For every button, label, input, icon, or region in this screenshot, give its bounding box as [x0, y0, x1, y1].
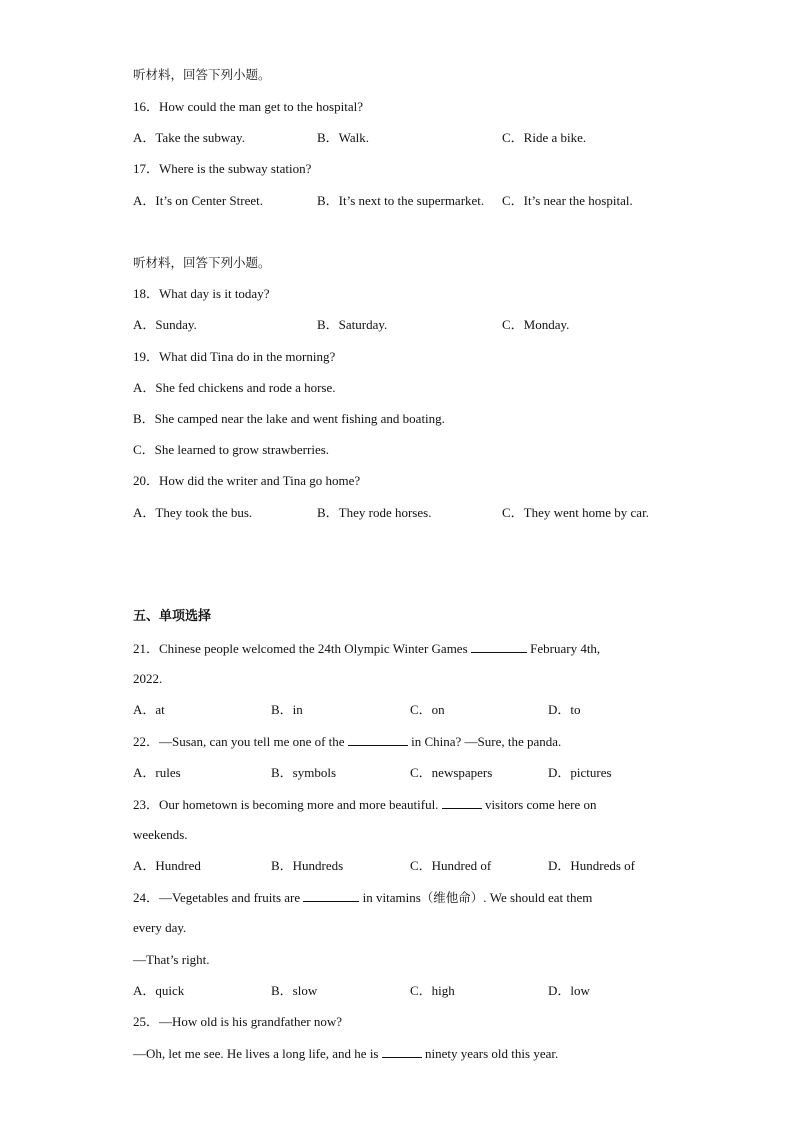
question-21-option-a[interactable]: A．at	[133, 702, 165, 717]
question-21-stem-before: 21．Chinese people welcomed the 24th Olympic Winter Games	[133, 641, 468, 656]
question-25-blank	[382, 1045, 422, 1058]
question-22-option-c[interactable]: C．newspapers	[410, 765, 493, 780]
question-24-stem-line2: every day.	[133, 920, 187, 935]
question-24-option-d[interactable]: D．low	[548, 983, 590, 998]
question-19-option-c[interactable]: C．She learned to grow strawberries.	[133, 442, 330, 457]
question-23-stem-before: 23．Our hometown is becoming more and more beautiful.	[133, 797, 439, 812]
question-21-blank	[471, 640, 527, 653]
question-21-stem-line2: 2022.	[133, 671, 163, 686]
question-19-stem: 19．What did Tina do in the morning?	[133, 349, 336, 364]
question-22-option-d[interactable]: D．pictures	[548, 765, 612, 780]
question-16-stem: 16．How could the man get to the hospital?	[133, 99, 363, 114]
question-21-option-c[interactable]: C．on	[410, 702, 445, 717]
question-18-option-c[interactable]: C．Monday.	[502, 317, 570, 332]
question-24-option-b[interactable]: B．slow	[271, 983, 318, 998]
question-23-option-b[interactable]: B．Hundreds	[271, 858, 344, 873]
question-19-option-b[interactable]: B．She camped near the lake and went fishing and boating.	[133, 411, 445, 426]
question-20-option-b[interactable]: B．They rode horses.	[317, 505, 432, 520]
question-25-reply-after: ninety years old this year.	[425, 1046, 559, 1061]
question-16-option-c[interactable]: C．Ride a bike.	[502, 130, 587, 145]
question-24-stem	[133, 889, 592, 906]
question-25-reply	[133, 1045, 558, 1062]
question-25-stem: 25．—How old is his grandfather now?	[133, 1014, 343, 1029]
question-24-blank	[303, 889, 359, 902]
question-24-reply: —That’s right.	[133, 952, 210, 967]
question-22-stem-before: 22．—Susan, can you tell me one of the	[133, 734, 345, 749]
question-17-option-a[interactable]: A．It’s on Center Street.	[133, 193, 263, 208]
question-24-stem-after: . We should eat them	[483, 890, 593, 905]
question-24-stem-before: 24．—Vegetables and fruits are	[133, 890, 301, 905]
question-22-option-b[interactable]: B．symbols	[271, 765, 337, 780]
question-23-stem-line2: weekends.	[133, 827, 188, 842]
question-20-option-a[interactable]: A．They took the bus.	[133, 505, 253, 520]
question-21-stem	[133, 640, 600, 657]
question-24-stem-cjk: （维他命）	[420, 890, 484, 905]
question-22-option-a[interactable]: A．rules	[133, 765, 181, 780]
question-23-blank	[442, 796, 482, 809]
question-23-option-a[interactable]: A．Hundred	[133, 858, 201, 873]
question-23-stem	[133, 796, 597, 813]
question-22-blank	[348, 733, 408, 746]
question-19-option-a[interactable]: A．She fed chickens and rode a horse.	[133, 380, 336, 395]
question-22-stem	[133, 733, 561, 750]
question-23-option-d[interactable]: D．Hundreds of	[548, 858, 636, 873]
question-21-option-d[interactable]: D．to	[548, 702, 581, 717]
question-20-stem: 20．How did the writer and Tina go home?	[133, 473, 361, 488]
question-17-stem: 17．Where is the subway station?	[133, 161, 312, 176]
question-24-stem-mid: in vitamins	[362, 890, 421, 905]
question-16-option-a[interactable]: A．Take the subway.	[133, 130, 245, 145]
question-24-option-c[interactable]: C．high	[410, 983, 455, 998]
question-25-reply-before: —Oh, let me see. He lives a long life, and he is	[133, 1046, 379, 1061]
question-23-stem-after: visitors come here on	[484, 797, 597, 812]
question-24-option-a[interactable]: A．quick	[133, 983, 185, 998]
listening-instruction-1: 听材料，回答下列小题。	[133, 67, 271, 82]
question-16-option-b[interactable]: B．Walk.	[317, 130, 370, 145]
question-18-option-b[interactable]: B．Saturday.	[317, 317, 388, 332]
question-17-option-c[interactable]: C．It’s near the hospital.	[502, 193, 633, 208]
question-21-option-b[interactable]: B．in	[271, 702, 303, 717]
question-22-stem-after: in China? —Sure, the panda.	[411, 734, 562, 749]
question-18-option-a[interactable]: A．Sunday.	[133, 317, 197, 332]
question-23-option-c[interactable]: C．Hundred of	[410, 858, 492, 873]
listening-instruction-2: 听材料，回答下列小题。	[133, 255, 271, 270]
question-17-option-b[interactable]: B．It’s next to the supermarket.	[317, 193, 485, 208]
question-20-option-c[interactable]: C．They went home by car.	[502, 505, 649, 520]
section-title: 五、单项选择	[133, 609, 212, 624]
question-21-stem-after: February 4th,	[530, 641, 601, 656]
question-18-stem: 18．What day is it today?	[133, 286, 270, 301]
